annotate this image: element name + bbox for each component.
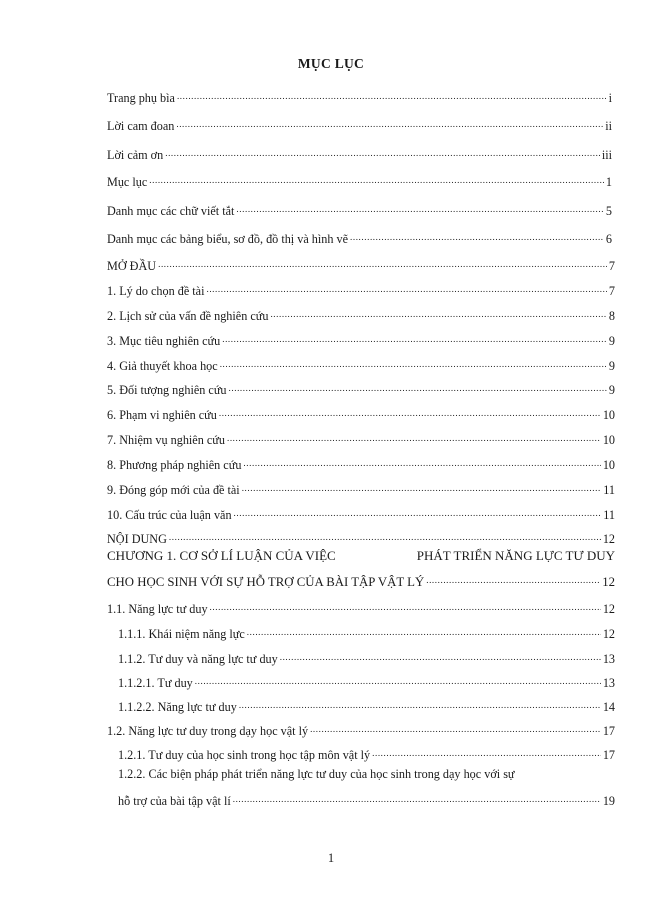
toc-entry[interactable] [107, 453, 615, 472]
toc-entry-label: Lời cam đoan [107, 119, 175, 133]
toc-entry-page: 17 [602, 724, 615, 738]
toc-entry-label: 1.1.2. Tư duy và năng lực tư duy [118, 652, 278, 666]
toc-entry-label: Trang phụ bìa [107, 91, 175, 105]
dot-leader [227, 428, 601, 444]
dot-leader [247, 622, 601, 638]
toc-entry-page: 12 [602, 627, 615, 641]
dot-leader [426, 570, 600, 586]
dot-leader [236, 199, 603, 215]
toc-entry[interactable] [107, 86, 612, 105]
toc-entry-label: hỗ trợ của bài tập vật lí [118, 794, 231, 808]
toc-entry[interactable] [107, 527, 615, 546]
dot-leader [219, 403, 601, 419]
dot-leader [169, 527, 601, 543]
toc-entry-page: 8 [608, 309, 615, 323]
toc-entry-page: 10 [602, 458, 615, 472]
toc-entry-label: 1.1. Năng lực tư duy [107, 602, 208, 616]
toc-entry[interactable] [107, 478, 615, 497]
chapter-heading-line2[interactable] [107, 570, 615, 589]
toc-entry-page: 17 [602, 748, 615, 762]
toc-entry-label: 1.2.1. Tư duy của học sinh trong học tập môn vật lý [118, 748, 371, 762]
toc-entry-label: MỞ ĐẦU [107, 259, 157, 273]
dot-leader [242, 478, 602, 494]
toc-entry[interactable] [107, 170, 612, 189]
dot-leader [372, 743, 601, 759]
toc-entry-page: 7 [608, 284, 615, 298]
toc-entry-page: 5 [605, 204, 612, 218]
toc-entry[interactable] [107, 143, 612, 162]
toc-entry[interactable] [107, 597, 615, 616]
toc-entry[interactable] [118, 743, 615, 762]
toc-entry-page: ii [605, 119, 612, 133]
chapter-heading-line1[interactable] [107, 548, 615, 564]
dot-leader [222, 329, 607, 345]
dot-leader [176, 114, 603, 130]
toc-entry-page: 9 [608, 359, 615, 373]
dot-leader [229, 378, 607, 394]
dot-leader [165, 143, 600, 159]
toc-entry[interactable] [118, 789, 615, 808]
dot-leader [210, 597, 601, 613]
toc-entry-page: 10 [602, 408, 615, 422]
toc-entry-page: 12 [602, 575, 615, 589]
toc-entry-label: 5. Đối tượng nghiên cứu [107, 383, 227, 397]
toc-entry-page: 1 [605, 175, 612, 189]
toc-entry[interactable] [107, 329, 615, 348]
dot-leader [239, 695, 601, 711]
toc-entry[interactable] [107, 719, 615, 738]
dot-leader [158, 254, 607, 270]
chapter-heading-right: PHÁT TRIỂN NĂNG LỰC TƯ DUY [416, 548, 615, 563]
toc-entry-label: Mục lục [107, 175, 148, 189]
toc-entry-label: 1.1.1. Khái niệm năng lực [118, 627, 245, 641]
toc-entry[interactable] [107, 428, 615, 447]
toc-entry-wrapped-line1[interactable]: 1.2.2. Các biện pháp phát triển năng lực tư duy của học sinh trong dạy học với sự [118, 767, 515, 781]
toc-entry-page: 6 [605, 232, 612, 246]
toc-entry-page: 9 [608, 383, 615, 397]
dot-leader [280, 647, 601, 663]
dot-leader [220, 354, 607, 370]
chapter-heading-left: CHƯƠNG 1. CƠ SỞ LÍ LUẬN CỦA VIỆC [107, 548, 336, 563]
toc-entry-label: 7. Nhiệm vụ nghiên cứu [107, 433, 225, 447]
toc-entry-page: 13 [602, 652, 615, 666]
toc-entry-label: 8. Phương pháp nghiên cứu [107, 458, 242, 472]
toc-entry[interactable] [107, 503, 615, 522]
dot-leader [233, 789, 601, 805]
toc-entry[interactable] [107, 254, 615, 273]
toc-entry-page: 12 [602, 602, 615, 616]
toc-entry-label: 3. Mục tiêu nghiên cứu [107, 334, 221, 348]
dot-leader [177, 86, 607, 102]
dot-leader [234, 503, 602, 519]
toc-entry[interactable] [118, 671, 615, 690]
toc-entry[interactable] [118, 622, 615, 641]
toc-entry-page: 11 [603, 508, 615, 522]
toc-entry-label: Danh mục các chữ viết tắt [107, 204, 235, 218]
dot-leader [270, 304, 606, 320]
toc-entry-page: 7 [608, 259, 615, 273]
toc-entry-label: 4. Giả thuyết khoa học [107, 359, 218, 373]
toc-entry-page: i [608, 91, 612, 105]
toc-entry[interactable] [107, 403, 615, 422]
toc-entry[interactable] [107, 354, 615, 373]
toc-entry[interactable] [107, 227, 612, 246]
toc-entry-label: 2. Lịch sử của vấn đề nghiên cứu [107, 309, 269, 323]
toc-entry-page: 11 [603, 483, 615, 497]
toc-entry-label: 1. Lý do chọn đề tài [107, 284, 205, 298]
page-title: MỤC LỤC [297, 56, 365, 71]
toc-entry-label: 9. Đóng góp mới của đề tài [107, 483, 240, 497]
toc-entry-label: Lời cảm ơn [107, 148, 164, 162]
toc-entry-label: 6. Phạm vi nghiên cứu [107, 408, 217, 422]
toc-entry[interactable] [107, 378, 615, 397]
toc-entry[interactable] [118, 695, 615, 714]
toc-entry-page: 9 [608, 334, 615, 348]
toc-entry-label: CHO HỌC SINH VỚI SỰ HỖ TRỢ CỦA BÀI TẬP VẬT LÝ [107, 575, 425, 589]
toc-entry-page: iii [601, 148, 612, 162]
toc-entry[interactable] [107, 114, 612, 133]
toc-entry-page: 10 [602, 433, 615, 447]
toc-entry[interactable] [107, 199, 612, 218]
toc-entry-label: 1.1.2.1. Tư duy [118, 676, 193, 690]
dot-leader [243, 453, 600, 469]
toc-entry-page: 12 [602, 532, 615, 546]
dot-leader [206, 279, 606, 295]
toc-entry-label: 10. Cấu trúc của luận văn [107, 508, 232, 522]
toc-entry-label: 1.1.2.2. Năng lực tư duy [118, 700, 237, 714]
toc-entry[interactable] [118, 647, 615, 666]
dot-leader [195, 671, 601, 687]
dot-leader [149, 170, 604, 186]
toc-entry-label: 1.2. Năng lực tư duy trong dạy học vật lý [107, 724, 309, 738]
dot-leader [350, 227, 604, 243]
toc-entry[interactable] [107, 304, 615, 323]
toc-entry-label: Danh mục các bảng biểu, sơ đồ, đồ thị và hình vẽ [107, 232, 348, 246]
toc-entry-label: NỘI DUNG [107, 532, 167, 546]
page-number: 1 [327, 851, 335, 865]
toc-entry-page: 19 [602, 794, 615, 808]
toc-entry[interactable] [107, 279, 615, 298]
toc-entry-page: 14 [602, 700, 615, 714]
toc-entry-page: 13 [602, 676, 615, 690]
dot-leader [310, 719, 601, 735]
